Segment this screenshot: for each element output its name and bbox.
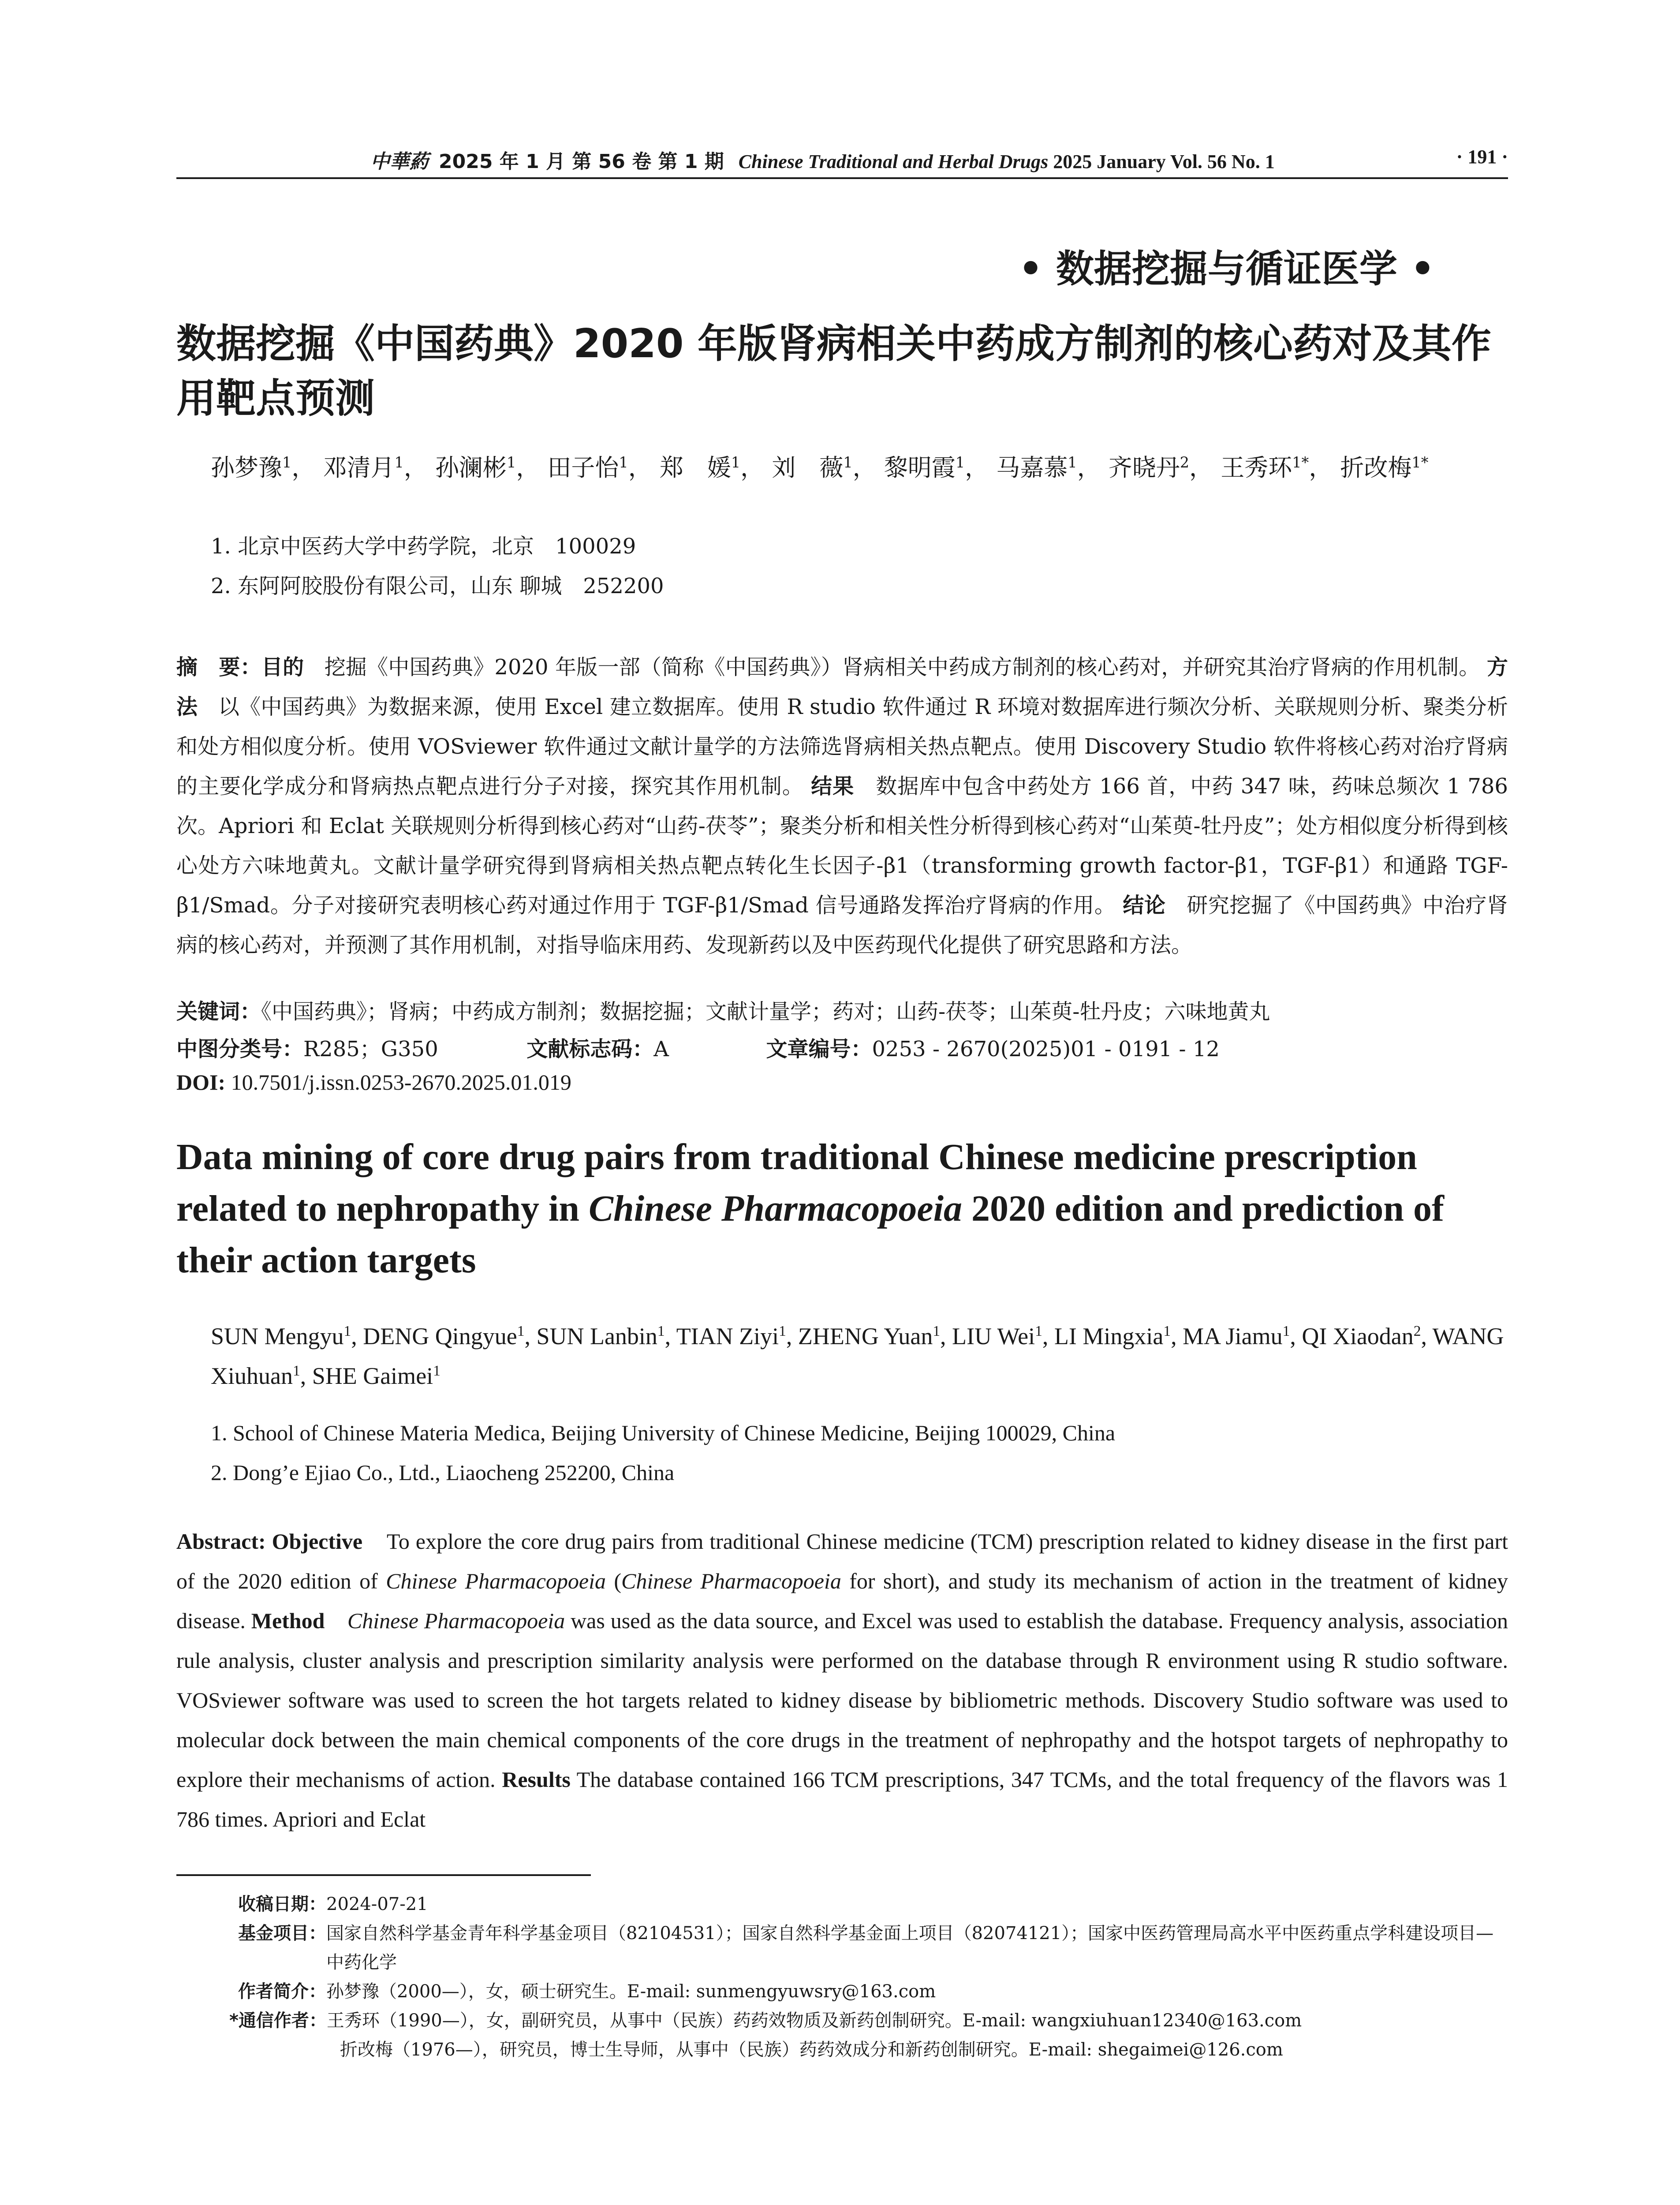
cp-italic-3: Chinese Pharmacopoeia bbox=[347, 1608, 565, 1633]
objective-en-2: ( bbox=[605, 1569, 621, 1593]
results-cn: 数据库中包含中药处方 166 首，中药 347 味，药味总频次 1 786 次。Apriori 和 Eclat 关联规则分析得到核心药对“山药-茯苓”；聚类分析和相关性分析得到核心药对“山茱萸-牡丹皮”；处方相似度分析得到核心处方六味地黄丸。文献计量学研究得到肾病相关热点靶点转化生长因子-β1（transforming growth factor-β1，TGF-β1）和通路 TGF-β1/Smad。分子对接研究表明核心药对通过作用于 TGF-β1/Smad 信号通路发挥治疗肾病的作用。 bbox=[176, 774, 1508, 918]
received-value: 2024-07-21 bbox=[326, 1894, 428, 1914]
author-cn: 孙梦豫$^1$， bbox=[211, 454, 316, 482]
author-en: ZHENG Yuan$^1$, bbox=[798, 1323, 952, 1349]
received-label: 收稿日期： bbox=[238, 1894, 326, 1914]
author-en: LIU Wei$^1$, bbox=[952, 1323, 1054, 1349]
author-en: SHE Gaimei$^1$ bbox=[312, 1363, 441, 1389]
corr-label: *通信作者： bbox=[229, 2011, 327, 2031]
author-cn: 王秀环$^{1*}$， bbox=[1221, 454, 1333, 482]
journal-name-cn: 中華葯 bbox=[370, 150, 429, 173]
classification-row bbox=[176, 1032, 1220, 1062]
clc-label: 中图分类号： bbox=[176, 1037, 304, 1061]
title-en-part1: Data mining of core drug pairs from traditional Chinese medicine prescription related to nephropathy in bbox=[176, 1136, 1417, 1229]
author-en: SUN Mengyu$^1$, bbox=[211, 1323, 363, 1349]
authors-en bbox=[211, 1316, 1512, 1396]
received-date bbox=[238, 1890, 1508, 1919]
author-en: LI Mingxia$^1$, bbox=[1054, 1323, 1183, 1349]
title-en bbox=[176, 1131, 1508, 1286]
author-cn: 马嘉慕$^1$， bbox=[996, 454, 1101, 482]
author-bio-value: 孙梦豫（2000—），女，硕士研究生。E-mail: sunmengyuwsry@163.com bbox=[326, 1981, 936, 2002]
author-cn: 折改梅$^{1*}$ bbox=[1340, 454, 1429, 482]
title-cn: 数据挖掘《中国药典》2020 年版肾病相关中药成方制剂的核心药对及其作用靶点预测 bbox=[176, 321, 1491, 422]
method-label-cn: 方法 bbox=[176, 655, 1508, 719]
results-label-en: Results bbox=[502, 1767, 571, 1792]
page-number: · 191 · bbox=[1456, 146, 1508, 168]
method-en: was used as the data source, and Excel was used to establish the database. Frequency analysis, association rule analysis, cluster analysis and prescription similarity analysis were performed on the database through R environment using R studio software. VOSviewer software was used to screen the hot targets related to kidney disease by bibliometric methods. Discovery Studio software was used to molecular dock between the main chemical components of the core drugs in the treatment of nephropathy and the hotspot targets of nephropathy to explore their mechanisms of action. bbox=[176, 1608, 1508, 1792]
keywords-label: 关键词： bbox=[176, 999, 261, 1024]
doi-label: DOI: bbox=[176, 1070, 226, 1095]
corresponding-authors bbox=[229, 2006, 1499, 2064]
article-no-value: 0253 - 2670(2025)01 - 0191 - 12 bbox=[872, 1037, 1220, 1061]
conclusion-label-cn: 结论 bbox=[1123, 893, 1166, 918]
abstract-en-label: Abstract: Objective bbox=[176, 1529, 363, 1554]
header-rule bbox=[176, 177, 1508, 179]
affiliation-cn-2: 2. 东阿阿胶股份有限公司，山东 聊城 252200 bbox=[211, 574, 664, 598]
journal-name-en: Chinese Traditional and Herbal Drugs bbox=[738, 151, 1049, 172]
author-bio bbox=[238, 1977, 1508, 2006]
clc-value: R285；G350 bbox=[303, 1037, 438, 1061]
fund-info bbox=[238, 1919, 1508, 1977]
author-cn: 黎明霞$^1$， bbox=[884, 454, 989, 482]
author-cn: 田子怡$^1$， bbox=[547, 454, 652, 482]
running-header-center bbox=[370, 146, 1275, 174]
objective-en-1: To explore the core drug pairs from traditional Chinese medicine (TCM) prescription related to kidney disease in the first part of the 2020 edition of bbox=[176, 1529, 1508, 1593]
doi-value[interactable]: 10.7501/j.issn.0253-2670.2025.01.019 bbox=[231, 1070, 571, 1095]
author-cn: 刘 薇$^1$， bbox=[772, 454, 877, 482]
author-cn: 孙澜彬$^1$， bbox=[435, 454, 540, 482]
fund-label: 基金项目： bbox=[238, 1923, 326, 1943]
abstract-cn-label: 摘 要： bbox=[176, 655, 261, 680]
column-title: • 数据挖掘与循证医学 • bbox=[1019, 247, 1435, 291]
doi-line bbox=[176, 1069, 571, 1095]
authors-cn bbox=[211, 448, 1512, 488]
results-label-cn: 结果 bbox=[811, 774, 855, 799]
doc-code-label: 文献标志码： bbox=[526, 1037, 654, 1061]
abstract-cn bbox=[176, 647, 1508, 965]
affiliation-en-1: 1. School of Chinese Materia Medica, Beijing University of Chinese Medicine, Beijing 100029, China bbox=[211, 1420, 1116, 1445]
conclusion-cn: 研究挖掘了《中国药典》中治疗肾病的核心药对，并预测了其作用机制，对指导临床用药、发现新药以及中医药现代化提供了研究思路和方法。 bbox=[176, 893, 1508, 957]
running-header bbox=[176, 146, 1508, 176]
author-en: SUN Lanbin$^1$, bbox=[536, 1323, 676, 1349]
footnote-rule bbox=[176, 1874, 591, 1876]
article-no-label: 文章编号： bbox=[766, 1037, 872, 1061]
issue-date-en: 2025 January Vol. 56 No. 1 bbox=[1053, 151, 1275, 172]
objective-cn: 挖掘《中国药典》2020 年版一部（简称《中国药典》）肾病相关中药成方制剂的核心药对，并研究其治疗肾病的作用机制。 bbox=[324, 655, 1480, 680]
author-cn: 邓清月$^1$， bbox=[323, 454, 428, 482]
author-bio-label: 作者简介： bbox=[238, 1981, 326, 2002]
author-cn: 郑 媛$^1$， bbox=[659, 454, 765, 482]
keywords-cn bbox=[176, 994, 1270, 1025]
author-en: QI Xiaodan$^2$, bbox=[1302, 1323, 1433, 1349]
author-en: WANG Xiuhuan$^1$, bbox=[211, 1323, 1504, 1389]
keywords-text: 《中国药典》；肾病；中药成方制剂；数据挖掘；文献计量学；药对；山药-茯苓；山茱萸-牡丹皮；六味地黄丸 bbox=[261, 999, 1270, 1024]
abstract-en bbox=[176, 1521, 1508, 1839]
corr-author-1: 王秀环（1990—），女，副研究员，从事中（民族）药药效物质及新药创制研究。E-mail: wangxiuhuan12340@163.com bbox=[326, 2011, 1302, 2031]
corr-author-2: 折改梅（1976—），研究员，博士生导师，从事中（民族）药药效成分和新药创制研究。E-mail: shegaimei@126.com bbox=[340, 2040, 1283, 2060]
author-en: MA Jiamu$^1$, bbox=[1183, 1323, 1302, 1349]
author-en: DENG Qingyue$^1$, bbox=[363, 1323, 537, 1349]
cp-italic-2: Chinese Pharmacopoeia bbox=[621, 1569, 841, 1593]
title-en-part2: 2020 edition and prediction of their action targets bbox=[176, 1188, 1444, 1281]
objective-label-cn: 目的 bbox=[261, 655, 304, 680]
doc-code-value: A bbox=[653, 1037, 669, 1061]
affiliation-cn-1: 1. 北京中医药大学中药学院，北京 100029 bbox=[211, 534, 636, 559]
cp-italic-1: Chinese Pharmacopoeia bbox=[386, 1569, 606, 1593]
affiliation-en-2: 2. Dong’e Ejiao Co., Ltd., Liaocheng 252200, China bbox=[211, 1460, 675, 1485]
author-en: TIAN Ziyi$^1$, bbox=[676, 1323, 798, 1349]
method-label-en: Method bbox=[251, 1608, 325, 1633]
method-cn: 以《中国药典》为数据来源，使用 Excel 建立数据库。使用 R studio 软件通过 R 环境对数据库进行频次分析、关联规则分析、聚类分析和处方相似度分析。使用 VOSviewer 软件通过文献计量学的方法筛选肾病相关热点靶点。使用 Discovery Studio 软件将核心药对治疗肾病的主要化学成分和肾病热点靶点进行分子对接，探究其作用机制。 bbox=[176, 695, 1508, 799]
results-en: The database contained 166 TCM prescriptions, 347 TCMs, and the total frequency of the flavors was 1 786 times. Apriori and Eclat bbox=[176, 1767, 1508, 1831]
fund-value: 国家自然科学基金青年科学基金项目（82104531）；国家自然科学基金面上项目（82074121）；国家中医药管理局高水平中医药重点学科建设项目—中药化学 bbox=[326, 1923, 1494, 1973]
issue-date-cn: 2025 年 1 月 第 56 卷 第 1 期 bbox=[439, 150, 724, 173]
title-en-italic: Chinese Pharmacopoeia bbox=[589, 1188, 963, 1229]
objective-en-3: for short), and study its mechanism of action in the treatment of kidney disease. bbox=[176, 1569, 1508, 1633]
author-cn: 齐晓丹$^2$， bbox=[1108, 454, 1213, 482]
